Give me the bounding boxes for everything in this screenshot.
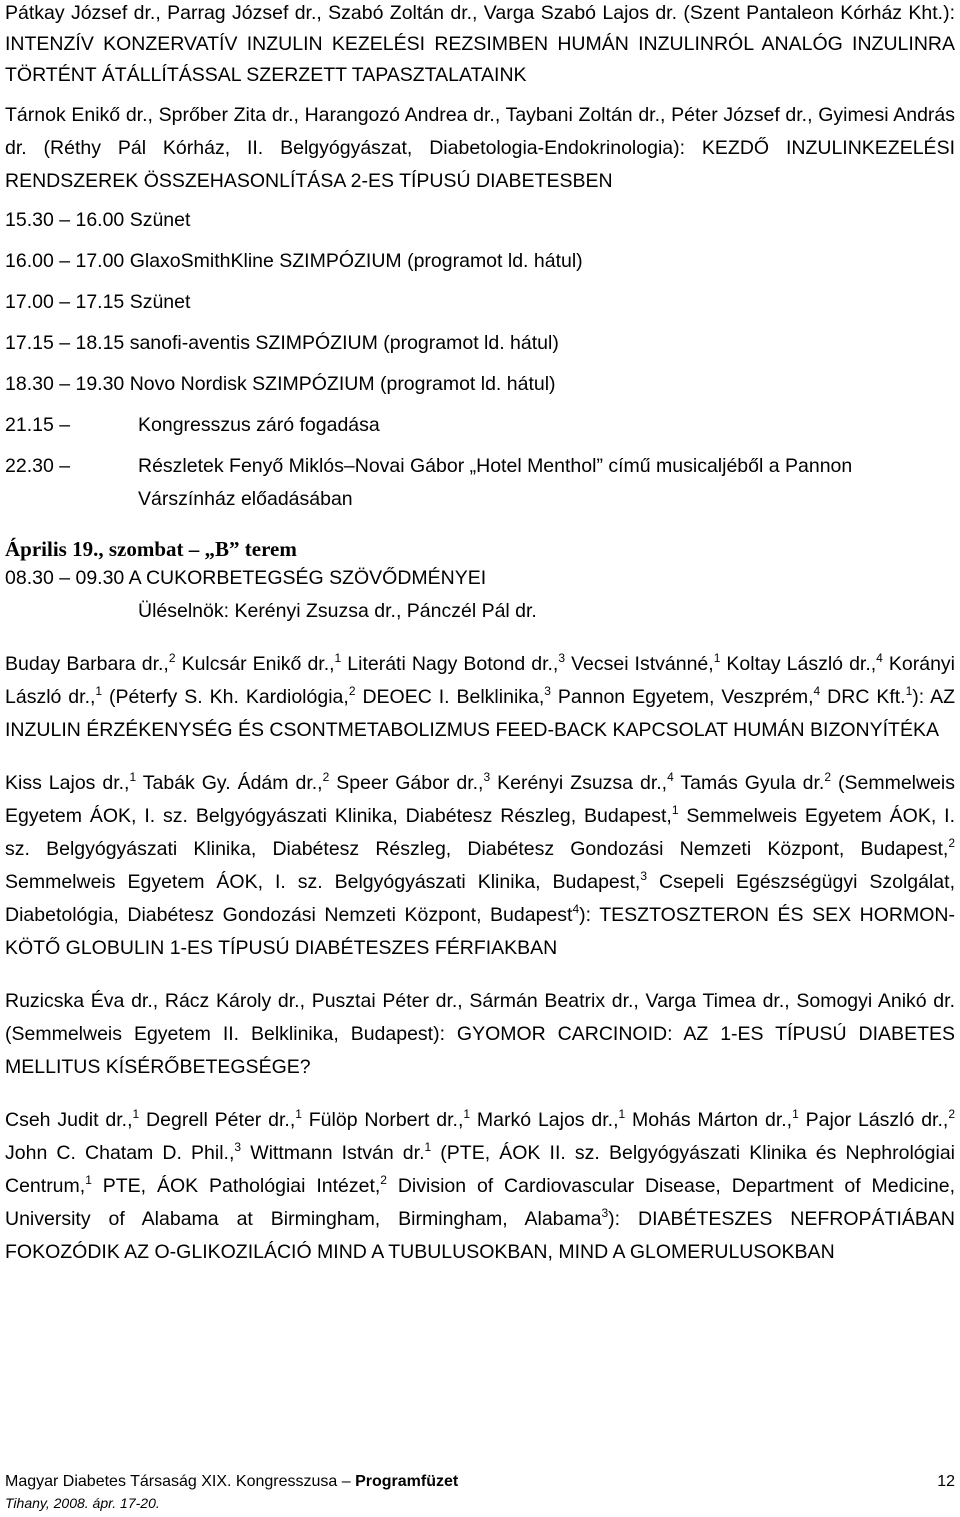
schedule-item: 16.00 – 17.00 GlaxoSmithKline SZIMPÓZIUM (programot ld. hátul) (5, 250, 583, 272)
musical-text: Részletek Fenyő Miklós–Novai Gábor „Hotel Menthol” című musicaljéből a Pannon Várszínház előadásában (138, 455, 853, 510)
musical-time: 22.30 – (5, 455, 71, 477)
schedule-item: 18.30 – 19.30 Novo Nordisk SZIMPÓZIUM (programot ld. hátul) (5, 373, 556, 395)
session-title: 08.30 – 09.30 A CUKORBETEGSÉG SZÖVŐDMÉNYEI (5, 567, 487, 589)
reception-item (5, 409, 955, 442)
abstract-ruzicska: Ruzicska Éva dr., Rácz Károly dr., Pusztai Péter dr., Sármán Beatrix dr., Varga Timea dr., Somogyi Anikó dr. (Semmelweis Egyetem II. Belklinika, Budapest): GYOMOR CARCINOID: AZ 1-ES TÍPUSÚ DIABETES MELLITUS KÍSÉRŐBETEGSÉGE? (5, 990, 955, 1078)
schedule-item: 15.30 – 16.00 Szünet (5, 209, 191, 231)
abstract-buday: Buday Barbara dr.,$^2$ Kulcsár Enikő dr.,$^1$ Literáti Nagy Botond dr.,$^3$ Vecsei Istvánné,$^1$ Koltay László dr.,$^4$ Korányi László dr.,$^1$ (Péterfy S. Kh. Kardiológia,$^2$ DEOEC I. Belklinika,$^3$ Pannon Egyetem, Veszprém,$^4$ DRC Kft.$^1$): AZ INZULIN ÉRZÉKENYSÉG ÉS CSONTMETABOLIZMUS FEED-BACK KAPCSOLAT HUMÁN BIZONYÍTÉKA (5, 651, 956, 741)
schedule-item: 17.15 – 18.15 sanofi-aventis SZIMPÓZIUM (programot ld. hátul) (5, 332, 559, 354)
page-footer (5, 1472, 955, 1514)
page-number: 12 (937, 1473, 955, 1490)
abstract-tarnok: Tárnok Enikő dr., Sprőber Zita dr., Harangozó Andrea dr., Taybani Zoltán dr., Péter József dr., Gyimesi András dr. (Réthy Pál Kórház, II. Belgyógyászat, Diabetologia-Endokrinologia): KEZDŐ INZULINKEZELÉSI RENDSZEREK ÖSSZEHASONLÍTÁSA 2-ES TÍPUSÚ DIABETESBEN (5, 104, 955, 192)
abstract-patkay: Pátkay József dr., Parrag József dr., Szabó Zoltán dr., Varga Szabó Lajos dr. (Szent Pantaleon Kórház Kht.): INTENZÍV KONZERVATÍV INZULIN KEZELÉSI REZSIMBEN HUMÁN INZULINRÓL ANALÓG INZULINRA TÖRTÉNT ÁTÁLLÍTÁSSAL SZERZETT TAPASZTALATAINK (5, 2, 955, 86)
reception-time: 21.15 – (5, 414, 71, 436)
footer-title: Magyar Diabetes Társaság XIX. Kongresszusa – Programfüzet (5, 1473, 459, 1490)
reception-text: Kongresszus záró fogadása (138, 414, 380, 436)
schedule-item: 17.00 – 17.15 Szünet (5, 291, 191, 313)
session-chairs: Üléselnök: Kerényi Zsuzsa dr., Pánczél Pál dr. (138, 600, 537, 622)
footer-place-date: Tihany, 2008. ápr. 17-20. (5, 1495, 160, 1511)
day-heading: Április 19., szombat – „B” terem (5, 537, 297, 561)
abstract-kiss: Kiss Lajos dr.,$^1$ Tabák Gy. Ádám dr.,$^2$ Speer Gábor dr.,$^3$ Kerényi Zsuzsa dr.,$^4$ Tamás Gyula dr.$^2$ (Semmelweis Egyetem ÁOK, I. sz. Belgyógyászati Klinika, Diabétesz Részleg, Budapest,$^1$ Semmelweis Egyetem ÁOK, I. sz. Belgyógyászati Klinika, Diabétesz Részleg, Diabétesz Gondozási Nemzeti Központ, Budapest,$^2$ Semmelweis Egyetem ÁOK, I. sz. Belgyógyászati Klinika, Budapest,$^3$ Csepeli Egészségügyi Szolgálat, Diabetológia, Diabétesz Gondozási Nemzeti Központ, Budapest$^4$): TESZTOSZTERON ÉS SEX HORMON-KÖTŐ GLOBULIN 1-ES TÍPUSÚ DIABÉTESZES FÉRFIAKBAN (5, 770, 956, 959)
musical-item (5, 450, 955, 516)
document-page (5, 0, 955, 1269)
abstract-cseh: Cseh Judit dr.,$^1$ Degrell Péter dr.,$^1$ Fülöp Norbert dr.,$^1$ Markó Lajos dr.,$^1$ Mohás Márton dr.,$^1$ Pajor László dr.,$^2$ John C. Chatam D. Phil.,$^3$ Wittmann István dr.$^1$ (PTE, ÁOK II. sz. Belgyógyászati Klinika és Nephrológiai Centrum,$^1$ PTE, ÁOK Pathológiai Intézet,$^2$ Division of Cardiovascular Disease, Department of Medicine, University of Alabama at Birmingham, Birmingham, Alabama$^3$): DIABÉTESZES NEFROPÁTIÁBAN FOKOZÓDIK AZ O-GLIKOZILÁCIÓ MIND A TUBULUSOKBAN, MIND A GLOMERULUSOKBAN (5, 1107, 956, 1263)
